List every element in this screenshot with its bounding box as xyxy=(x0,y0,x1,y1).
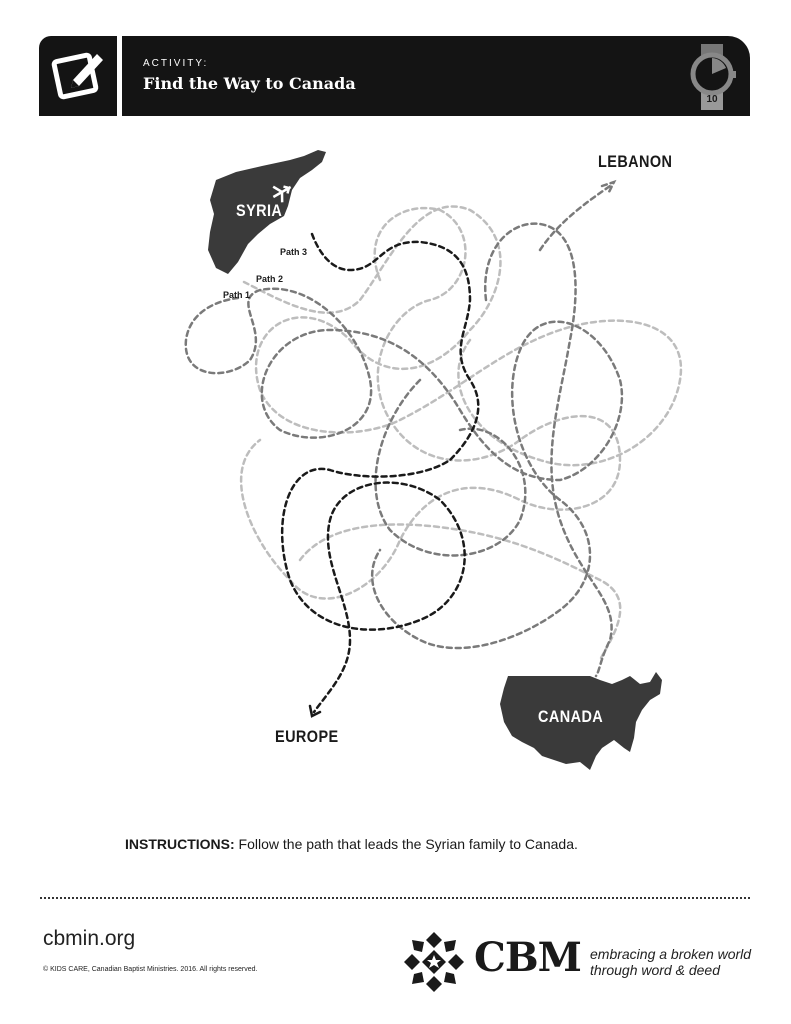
tagline xyxy=(590,946,751,978)
lebanon-label: LEBANON xyxy=(598,152,673,171)
maze-path-light xyxy=(300,524,620,660)
tagline-line-1: embracing a broken world xyxy=(590,946,752,962)
cbm-logo-icon xyxy=(402,930,466,994)
maze-path-mid xyxy=(376,380,526,555)
tagline-line-2: through word & deed xyxy=(590,962,720,978)
instructions-label: INSTRUCTIONS: xyxy=(125,836,235,852)
cbm-brand: CBM xyxy=(474,934,581,981)
maze-path-light xyxy=(241,208,620,598)
path-1-label: Path 1 xyxy=(223,290,251,300)
syria-label: SYRIA xyxy=(236,201,283,220)
page-title: Find the Way to Canada xyxy=(143,74,356,93)
copyright-text: © KIDS CARE, Canadian Baptist Ministries. 2016. All rights reserved. xyxy=(43,966,258,973)
maze-path-mid xyxy=(186,289,622,648)
instructions-text: Follow the path that leads the Syrian family to Canada. xyxy=(234,836,578,852)
path-3-label: Path 3 xyxy=(280,247,308,257)
footer-divider xyxy=(40,897,750,899)
maze-map xyxy=(0,130,791,810)
path-2-label: Path 2 xyxy=(256,274,284,284)
instructions xyxy=(125,836,725,852)
europe-label: EUROPE xyxy=(275,727,339,746)
maze-path-mid xyxy=(540,182,614,250)
activity-label: ACTIVITY: xyxy=(143,58,209,69)
timer-minutes: 10 xyxy=(706,94,718,105)
maze-path-dark xyxy=(282,234,478,712)
activity-icon-box xyxy=(39,36,117,116)
canada-label: CANADA xyxy=(538,707,604,726)
pencil-paper-icon xyxy=(39,36,117,116)
website-link[interactable]: cbmin.org xyxy=(43,927,136,950)
